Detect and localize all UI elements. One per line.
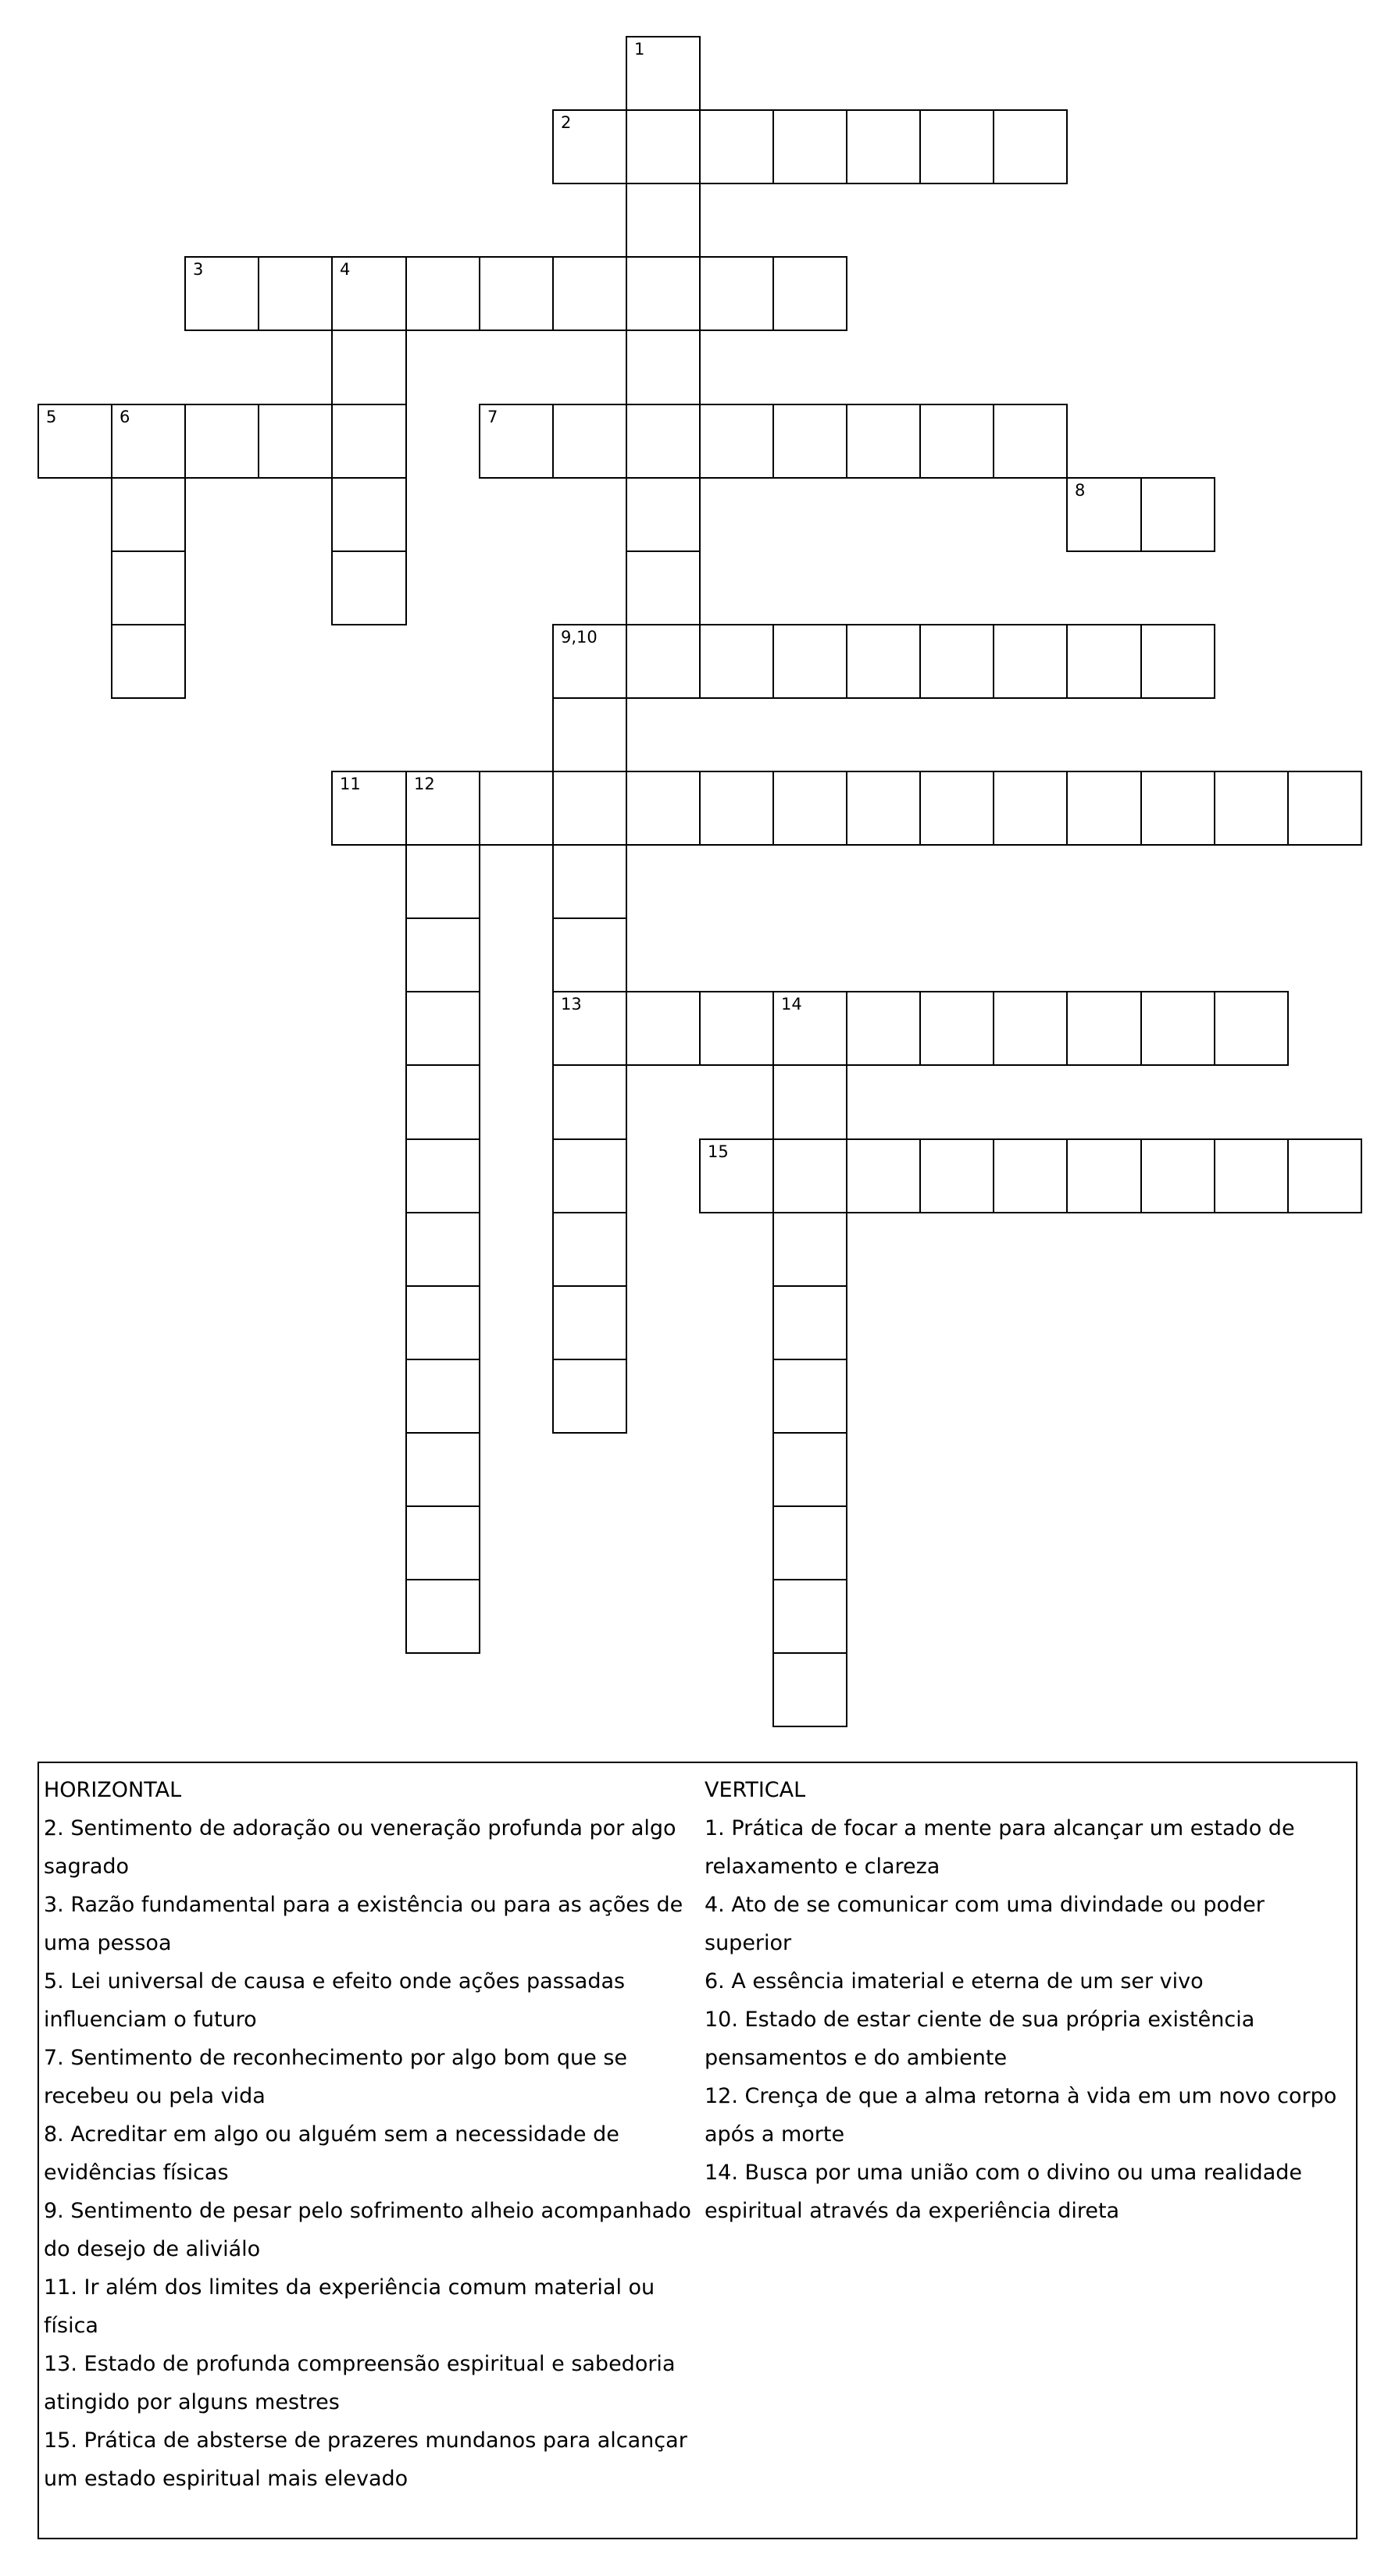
clue-number-label: 12 <box>414 775 435 793</box>
crossword-cell[interactable] <box>1066 624 1142 699</box>
crossword-cell[interactable] <box>772 1505 847 1580</box>
clue-number-label: 4 <box>340 260 351 279</box>
crossword-cell[interactable] <box>331 404 407 479</box>
clue-h-3: 3. Razão fundamental para a existência ou para as ações de uma pessoa <box>44 1893 683 1955</box>
crossword-cell[interactable] <box>699 1138 774 1213</box>
crossword-cell[interactable] <box>626 256 701 331</box>
crossword-cell[interactable] <box>1140 1138 1215 1213</box>
crossword-cell[interactable] <box>772 256 847 331</box>
crossword-cell[interactable] <box>552 1212 627 1287</box>
crossword-cell[interactable] <box>919 771 994 846</box>
clue-h-9: 9. Sentimento de pesar pelo sofrimento alheio acompanhado do desejo de aliviálo <box>44 2199 691 2261</box>
clue-number-label: 6 <box>120 408 130 426</box>
crossword-cell[interactable] <box>552 697 627 772</box>
crossword-cell[interactable] <box>919 1138 994 1213</box>
clue-v-14: 14. Busca por uma união com o divino ou uma realidade espiritual através da experiência direta <box>705 2161 1302 2223</box>
crossword-cell[interactable] <box>993 404 1068 479</box>
crossword-cell[interactable] <box>626 550 701 625</box>
crossword-cell[interactable] <box>1066 477 1142 552</box>
clue-number-label: 3 <box>193 260 204 279</box>
crossword-cell[interactable] <box>626 771 701 846</box>
crossword-cell[interactable] <box>111 550 186 625</box>
vertical-title: VERTICAL <box>705 1778 806 1802</box>
crossword-cell[interactable] <box>626 477 701 552</box>
crossword-cell[interactable] <box>479 404 554 479</box>
crossword-cell[interactable] <box>993 1138 1068 1213</box>
crossword-cell[interactable] <box>552 109 627 184</box>
crossword-cell[interactable] <box>331 330 407 405</box>
clue-number-label: 8 <box>1075 481 1086 500</box>
clue-h-5: 5. Lei universal de causa e efeito onde ações passadas influenciam o futuro <box>44 1969 626 2032</box>
crossword-cell[interactable] <box>405 844 480 919</box>
crossword-cell[interactable] <box>626 36 701 111</box>
crossword-cell[interactable] <box>552 771 627 846</box>
crossword-cell[interactable] <box>1066 991 1142 1066</box>
crossword-cell[interactable] <box>552 1138 627 1213</box>
crossword-cell[interactable] <box>405 771 480 846</box>
crossword-cell[interactable] <box>626 624 701 699</box>
crossword-cell[interactable] <box>919 109 994 184</box>
crossword-cell[interactable] <box>919 624 994 699</box>
crossword-cell[interactable] <box>993 109 1068 184</box>
crossword-cell[interactable] <box>37 404 112 479</box>
crossword-cell[interactable] <box>405 1138 480 1213</box>
crossword-cell[interactable] <box>772 624 847 699</box>
crossword-cell[interactable] <box>184 256 259 331</box>
crossword-cell[interactable] <box>405 1212 480 1287</box>
clue-v-12: 12. Crença de que a alma retorna à vida em um novo corpo após a morte <box>705 2084 1337 2147</box>
clue-v-1: 1. Prática de focar a mente para alcançar um estado de relaxamento e clareza <box>705 1816 1295 1879</box>
clue-number-label: 5 <box>46 408 57 426</box>
crossword-cell[interactable] <box>479 771 554 846</box>
crossword-cell[interactable] <box>699 771 774 846</box>
crossword-cell[interactable] <box>772 1285 847 1360</box>
crossword-cell[interactable] <box>1214 771 1289 846</box>
crossword-cell[interactable] <box>405 1359 480 1434</box>
clue-h-8: 8. Acreditar em algo ou alguém sem a necessidade de evidências físicas <box>44 2122 619 2185</box>
crossword-cell[interactable] <box>846 404 921 479</box>
crossword-cell[interactable] <box>626 404 701 479</box>
crossword-cell[interactable] <box>626 109 701 184</box>
crossword-cell[interactable] <box>846 1138 921 1213</box>
crossword-cell[interactable] <box>111 624 186 699</box>
crossword-cell[interactable] <box>626 330 701 405</box>
crossword-cell[interactable] <box>1140 771 1215 846</box>
crossword-cell[interactable] <box>699 109 774 184</box>
crossword-cell[interactable] <box>772 109 847 184</box>
crossword-cell[interactable] <box>993 624 1068 699</box>
crossword-cell[interactable] <box>1140 477 1215 552</box>
crossword-cell[interactable] <box>405 991 480 1066</box>
crossword-cell[interactable] <box>552 404 627 479</box>
crossword-cell[interactable] <box>552 624 627 699</box>
crossword-cell[interactable] <box>626 991 701 1066</box>
crossword-cell[interactable] <box>919 991 994 1066</box>
crossword-cell[interactable] <box>1214 991 1289 1066</box>
crossword-cell[interactable] <box>331 477 407 552</box>
clue-number-label: 14 <box>781 995 802 1014</box>
crossword-cell[interactable] <box>479 256 554 331</box>
crossword-cell[interactable] <box>405 1579 480 1654</box>
crossword-cell[interactable] <box>772 1359 847 1434</box>
clues-box <box>37 1762 1358 2539</box>
crossword-cell[interactable] <box>405 917 480 992</box>
clue-number-label: 13 <box>561 995 582 1014</box>
crossword-cell[interactable] <box>405 1285 480 1360</box>
crossword-cell[interactable] <box>772 991 847 1066</box>
clue-h-13: 13. Estado de profunda compreensão espiritual e sabedoria atingido por alguns mestres <box>44 2352 676 2414</box>
crossword-cell[interactable] <box>772 1652 847 1727</box>
crossword-cell[interactable] <box>699 624 774 699</box>
clue-number-label: 1 <box>634 40 645 59</box>
crossword-cell[interactable] <box>552 991 627 1066</box>
crossword-cell[interactable] <box>1287 771 1362 846</box>
crossword-cell[interactable] <box>1214 1138 1289 1213</box>
crossword-cell[interactable] <box>405 1432 480 1507</box>
crossword-cell[interactable] <box>772 1138 847 1213</box>
crossword-cell[interactable] <box>331 256 407 331</box>
crossword-cell[interactable] <box>552 1064 627 1140</box>
clue-h-7: 7. Sentimento de reconhecimento por algo bom que se recebeu ou pela vida <box>44 2046 628 2108</box>
crossword-cell[interactable] <box>552 256 627 331</box>
crossword-cell[interactable] <box>331 771 407 846</box>
clue-h-2: 2. Sentimento de adoração ou veneração profunda por algo sagrado <box>44 1816 676 1879</box>
horizontal-clues <box>44 1771 700 2498</box>
crossword-cell[interactable] <box>772 1579 847 1654</box>
crossword-cell[interactable] <box>184 404 259 479</box>
crossword-cell[interactable] <box>772 404 847 479</box>
crossword-cell[interactable] <box>405 1505 480 1580</box>
crossword-cell[interactable] <box>552 1359 627 1434</box>
clue-number-label: 11 <box>340 775 361 793</box>
vertical-clues <box>705 1771 1353 2230</box>
crossword-cell[interactable] <box>405 1064 480 1140</box>
crossword-cell[interactable] <box>1066 1138 1142 1213</box>
crossword-cell[interactable] <box>111 477 186 552</box>
clue-number-label: 2 <box>561 113 572 132</box>
crossword-cell[interactable] <box>626 183 701 258</box>
clue-number-label: 7 <box>487 408 498 426</box>
crossword-cell[interactable] <box>772 1212 847 1287</box>
crossword-cell[interactable] <box>846 624 921 699</box>
crossword-cell[interactable] <box>772 1432 847 1507</box>
crossword-cell[interactable] <box>846 771 921 846</box>
crossword-cell[interactable] <box>1140 991 1215 1066</box>
crossword-cell[interactable] <box>331 550 407 625</box>
clue-v-6: 6. A essência imaterial e eterna de um ser vivo <box>705 1969 1204 1993</box>
crossword-cell[interactable] <box>993 771 1068 846</box>
clue-number-label: 9,10 <box>561 628 598 647</box>
crossword-cell[interactable] <box>699 256 774 331</box>
clue-h-15: 15. Prática de absterse de prazeres mundanos para alcançar um estado espiritual mais elevado <box>44 2428 687 2491</box>
crossword-cell[interactable] <box>846 991 921 1066</box>
crossword-cell[interactable] <box>919 404 994 479</box>
crossword-cell[interactable] <box>772 771 847 846</box>
crossword-cell[interactable] <box>405 256 480 331</box>
crossword-cell[interactable] <box>1066 771 1142 846</box>
crossword-cell[interactable] <box>552 1285 627 1360</box>
crossword-cell[interactable] <box>1287 1138 1362 1213</box>
crossword-cell[interactable] <box>258 404 333 479</box>
crossword-cell[interactable] <box>552 917 627 992</box>
crossword-cell[interactable] <box>552 844 627 919</box>
clue-v-10: 10. Estado de estar ciente de sua própria existência pensamentos e do ambiente <box>705 2008 1255 2070</box>
clue-h-11: 11. Ir além dos limites da experiência comum material ou física <box>44 2275 655 2338</box>
horizontal-title: HORIZONTAL <box>44 1778 182 1802</box>
crossword-cell[interactable] <box>846 109 921 184</box>
crossword-cell[interactable] <box>699 991 774 1066</box>
crossword-cell[interactable] <box>699 404 774 479</box>
clue-v-4: 4. Ato de se comunicar com uma divindade ou poder superior <box>705 1893 1265 1955</box>
crossword-cell[interactable] <box>993 991 1068 1066</box>
crossword-cell[interactable] <box>772 1064 847 1140</box>
crossword-cell[interactable] <box>111 404 186 479</box>
crossword-cell[interactable] <box>258 256 333 331</box>
crossword-cell[interactable] <box>1140 624 1215 699</box>
clue-number-label: 15 <box>708 1142 729 1161</box>
